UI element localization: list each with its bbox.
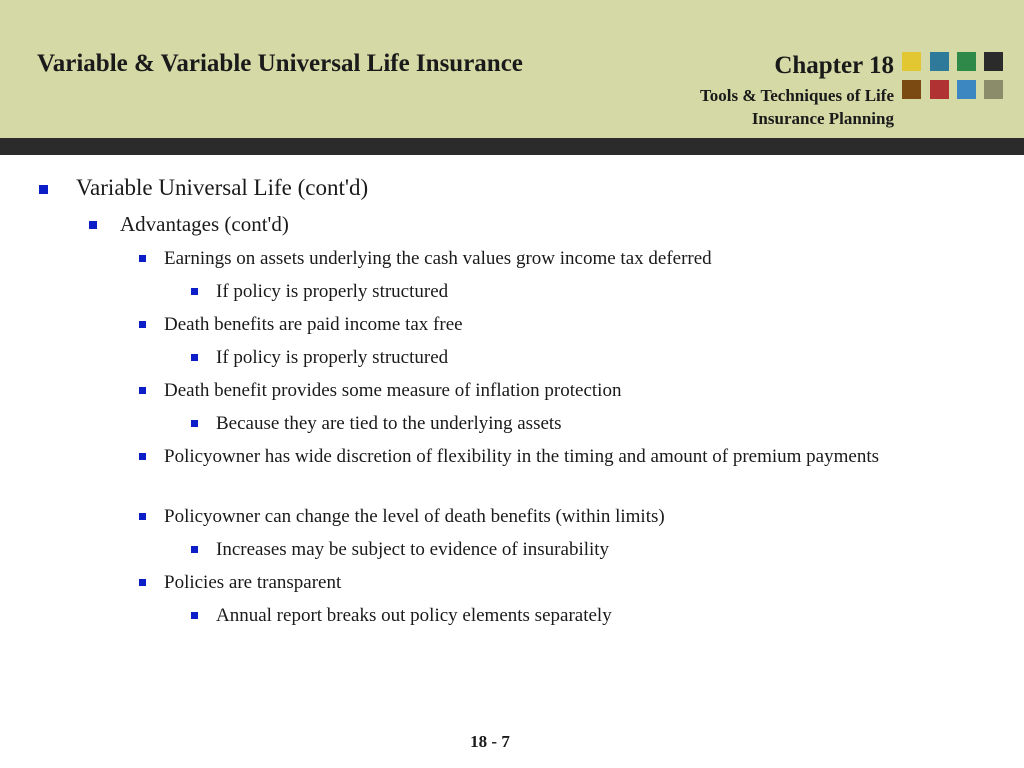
- bullet-text: Advantages (cont'd): [120, 212, 289, 236]
- bullet-square-icon: [139, 255, 146, 262]
- bullet-item-10: [164, 503, 964, 530]
- bullet-item-11: [216, 536, 976, 563]
- bullet-text: Earnings on assets underlying the cash values grow income tax deferred: [164, 248, 712, 269]
- bullet-square-icon: [191, 288, 198, 295]
- bullet-square-icon: [139, 387, 146, 394]
- bullet-square-icon: [139, 453, 146, 460]
- bullet-text: Because they are tied to the underlying assets: [216, 413, 562, 434]
- slide-title: Variable & Variable Universal Life Insurance: [37, 50, 523, 77]
- bullet-item-12: [164, 569, 964, 596]
- bullet-square-icon: [191, 420, 198, 427]
- bullet-square-icon: [191, 612, 198, 619]
- bullet-text: Policyowner has wide discretion of flexibility in the timing and amount of premium payments: [164, 446, 880, 467]
- bullet-item-5: [164, 311, 964, 338]
- header-divider-bar: [0, 138, 1024, 155]
- square-red: [930, 80, 949, 99]
- bullet-text: Annual report breaks out policy elements separately: [216, 605, 612, 626]
- bullet-text: If policy is properly structured: [216, 347, 449, 368]
- square-blue: [957, 80, 976, 99]
- bullet-text: Policies are transparent: [164, 572, 342, 593]
- square-black: [984, 52, 1003, 71]
- chapter-subtitle: [700, 84, 894, 130]
- bullet-text: Policyowner can change the level of death benefits (within limits): [164, 506, 665, 527]
- bullet-item-1: [76, 174, 976, 201]
- decorative-squares: [902, 52, 1006, 104]
- bullet-item-7: [164, 377, 964, 404]
- bullet-text: Death benefits are paid income tax free: [164, 314, 463, 335]
- page-number: 18 - 7: [470, 732, 510, 751]
- chapter-subtitle-line1: Tools & Techniques of Life: [700, 86, 894, 105]
- bullet-text: Variable Universal Life (cont'd): [76, 175, 369, 200]
- bullet-square-icon: [89, 221, 97, 229]
- square-brown: [902, 80, 921, 99]
- bullet-square-icon: [191, 546, 198, 553]
- bullet-item-6: [216, 344, 976, 371]
- square-yellow: [902, 52, 921, 71]
- bullet-item-9: [164, 443, 954, 470]
- bullet-item-8: [216, 410, 976, 437]
- bullet-item-2: [120, 211, 980, 238]
- bullet-square-icon: [139, 579, 146, 586]
- bullet-text: Increases may be subject to evidence of insurability: [216, 539, 610, 560]
- bullet-square-icon: [191, 354, 198, 361]
- bullet-square-icon: [39, 185, 48, 194]
- chapter-subtitle-line2: Insurance Planning: [751, 109, 894, 128]
- square-teal: [930, 52, 949, 71]
- bullet-item-4: [216, 278, 976, 305]
- square-olive: [984, 80, 1003, 99]
- bullet-item-3: [164, 245, 964, 272]
- bullet-text: Death benefit provides some measure of inflation protection: [164, 380, 622, 401]
- bullet-text: If policy is properly structured: [216, 281, 449, 302]
- bullet-square-icon: [139, 321, 146, 328]
- chapter-block: [700, 50, 894, 130]
- bullet-item-13: [216, 602, 976, 629]
- bullet-square-icon: [139, 513, 146, 520]
- square-green: [957, 52, 976, 71]
- chapter-title: Chapter 18: [774, 52, 894, 79]
